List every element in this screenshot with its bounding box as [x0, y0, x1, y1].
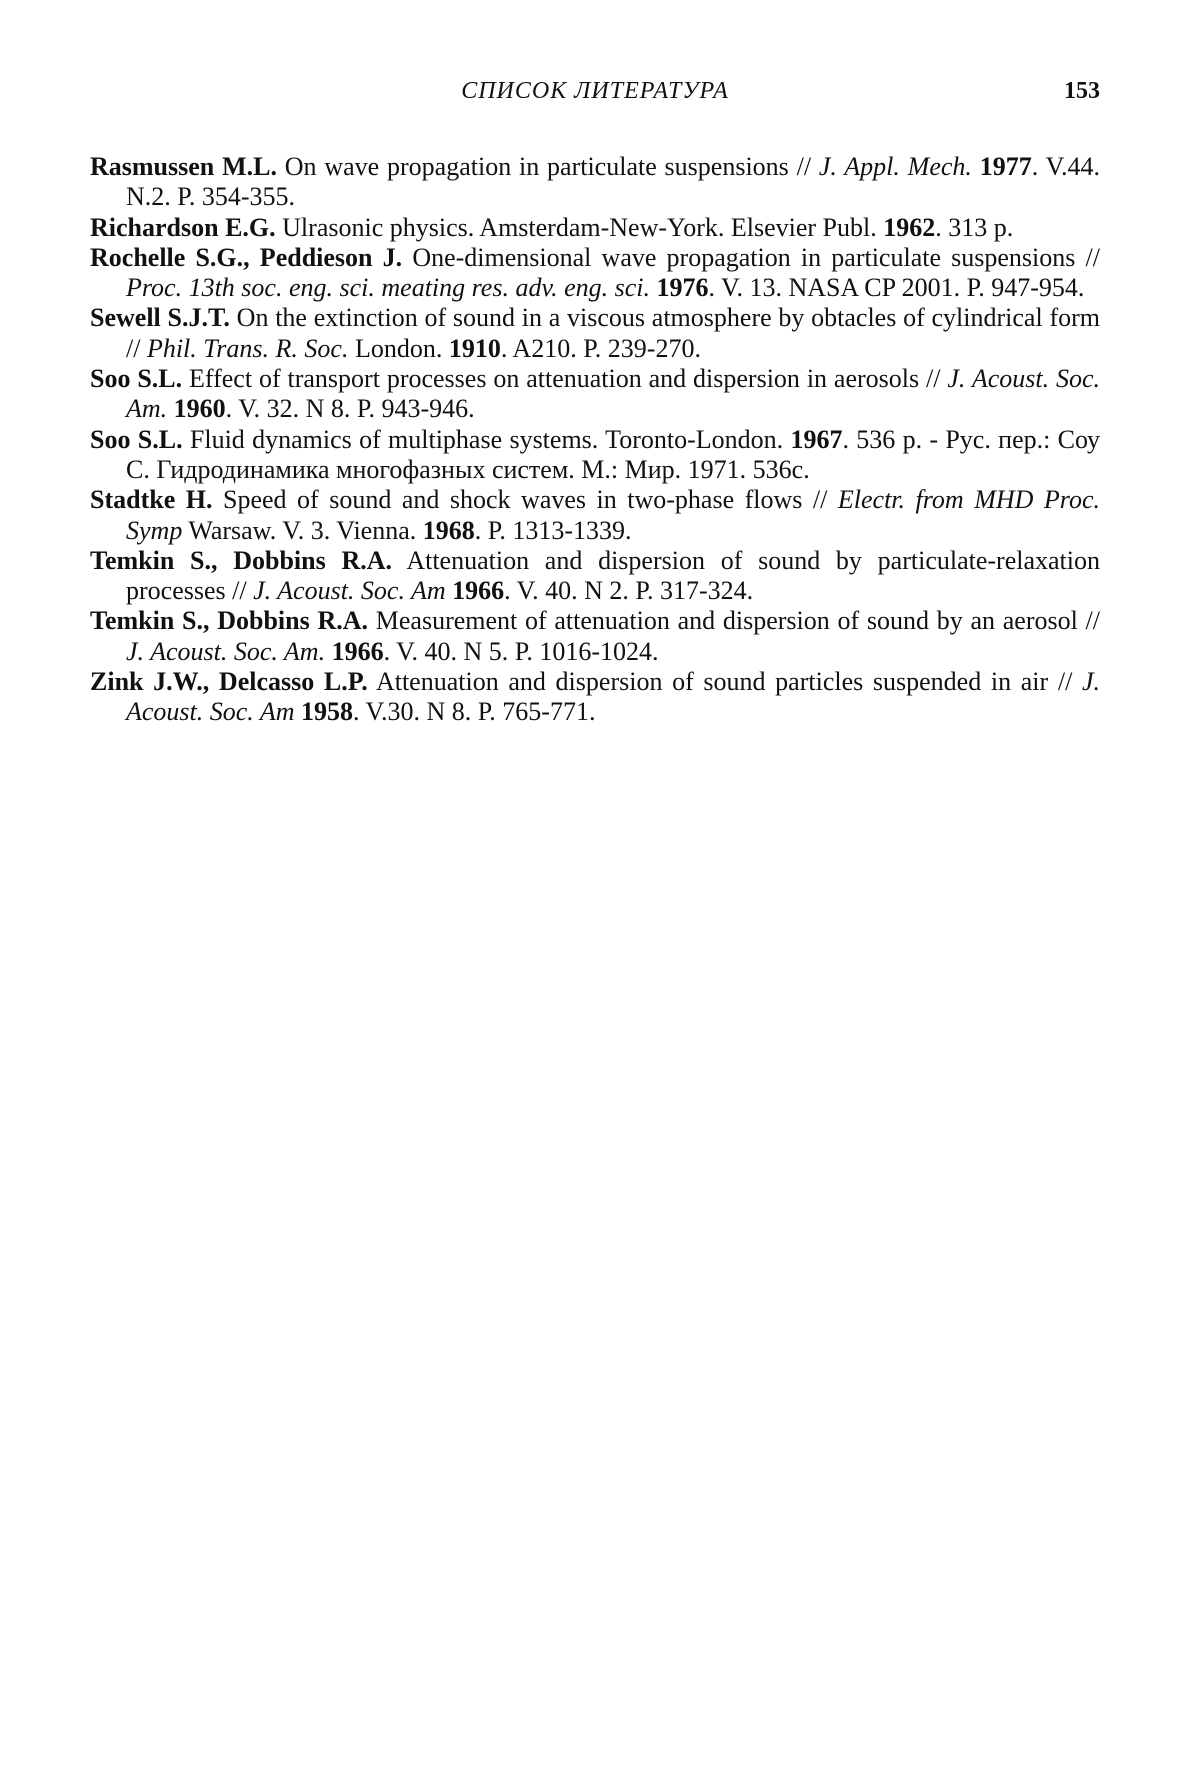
- reference-year: 1968: [422, 515, 475, 545]
- reference-authors: Rochelle S.G., Peddieson J.: [90, 242, 403, 272]
- reference-entry: [90, 243, 1100, 304]
- reference-details: . V.30. N 8. P. 765-771.: [353, 697, 596, 727]
- reference-year: 1958: [301, 697, 353, 727]
- reference-text: Measurement of attenuation and dispersion of sound by an aerosol //: [368, 606, 1100, 636]
- reference-details: . V. 32. N 8. P. 943-946.: [225, 394, 475, 424]
- reference-details: . V.44. N.2. P. 354-355.: [126, 152, 1100, 212]
- reference-year: 1966: [452, 576, 505, 606]
- reference-text: Attenuation and dispersion of sound particles suspended in air //: [367, 667, 1082, 697]
- reference-details: . 536 p. - Рус. пер.: Соу С. Гидродинамика многофазных систем. М.: Мир. 1971. 536с.: [126, 424, 1100, 484]
- reference-authors: Temkin S., Dobbins R.A.: [90, 606, 369, 636]
- reference-year: 1976: [656, 273, 709, 303]
- reference-entry: [90, 364, 1100, 425]
- reference-details: . V. 40. N 5. P. 1016-1024.: [383, 636, 659, 666]
- reference-entry: [90, 485, 1100, 546]
- reference-entry: [90, 152, 1100, 213]
- reference-journal: Phil. Trans. R. Soc.: [146, 333, 349, 363]
- reference-text: On the extinction of sound in a viscous atmosphere by obtacles of cylindrical form //: [126, 303, 1100, 363]
- reference-details: . 313 p.: [935, 212, 1014, 242]
- reference-journal: Electr. from MHD Proc. Symp: [126, 485, 1101, 545]
- running-title: СПИСОК ЛИТЕРАТУРА: [461, 78, 729, 104]
- reference-details: . V. 13. NASA CP 2001. P. 947-954.: [708, 273, 1085, 303]
- reference-entry: [90, 667, 1100, 728]
- reference-authors: Soo S.L.: [90, 424, 183, 454]
- reference-journal: Proc. 13th soc. eng. sci. meating res. adv. eng. sci.: [126, 273, 650, 303]
- reference-text: On wave propagation in particulate suspensions //: [276, 152, 819, 181]
- reference-text: One-dimensional wave propagation in particulate suspensions //: [402, 242, 1101, 272]
- reference-authors: Sewell S.J.T.: [90, 303, 230, 333]
- reference-year: 1962: [883, 212, 936, 242]
- reference-journal: J. Appl. Mech.: [818, 152, 972, 181]
- running-head: [90, 78, 1100, 114]
- reference-entry: [90, 606, 1100, 667]
- reference-journal: J. Acoust. Soc. Am: [126, 667, 1100, 727]
- reference-journal: J. Acoust. Soc. Am.: [126, 364, 1101, 424]
- reference-text: Ulrasonic physics. Amsterdam-New-York. Elsevier Publ.: [275, 212, 884, 242]
- reference-authors: Temkin S., Dobbins R.A.: [90, 545, 393, 575]
- reference-details: . V. 40. N 2. P. 317-324.: [504, 576, 754, 606]
- reference-entry: [90, 303, 1100, 364]
- reference-text: Attenuation and dispersion of sound by particulate-relaxation processes //: [126, 545, 1100, 606]
- reference-authors: Soo S.L.: [90, 364, 183, 394]
- reference-year: 1967: [790, 424, 843, 454]
- reference-details: . P. 1313-1339.: [474, 515, 632, 545]
- reference-text: [972, 152, 980, 181]
- reference-list: [90, 152, 1100, 728]
- reference-journal: J. Acoust. Soc. Am: [253, 576, 446, 606]
- reference-year: 1910: [448, 333, 501, 363]
- page-number: 153: [1064, 78, 1100, 104]
- reference-entry: [90, 213, 1100, 243]
- reference-text: London.: [348, 333, 449, 363]
- reference-text: Speed of sound and shock waves in two-phase flows //: [212, 485, 838, 515]
- reference-year: 1960: [173, 394, 226, 424]
- reference-year: 1977: [979, 152, 1032, 181]
- reference-year: 1966: [331, 636, 384, 666]
- reference-authors: Richardson E.G.: [90, 212, 276, 242]
- reference-authors: Zink J.W., Delcasso L.P.: [90, 667, 368, 697]
- reference-authors: Rasmussen M.L.: [90, 152, 277, 181]
- reference-journal: J. Acoust. Soc. Am.: [126, 636, 326, 666]
- reference-text: Warsaw. V. 3. Vienna.: [182, 515, 423, 545]
- reference-text: Fluid dynamics of multiphase systems. Toronto-London.: [182, 424, 791, 454]
- reference-entry: [90, 425, 1100, 486]
- reference-entry: [90, 546, 1100, 607]
- reference-text: Effect of transport processes on attenuation and dispersion in aerosols //: [182, 364, 948, 394]
- reference-details: . A210. P. 239-270.: [500, 333, 701, 363]
- reference-authors: Stadtke H.: [90, 485, 213, 515]
